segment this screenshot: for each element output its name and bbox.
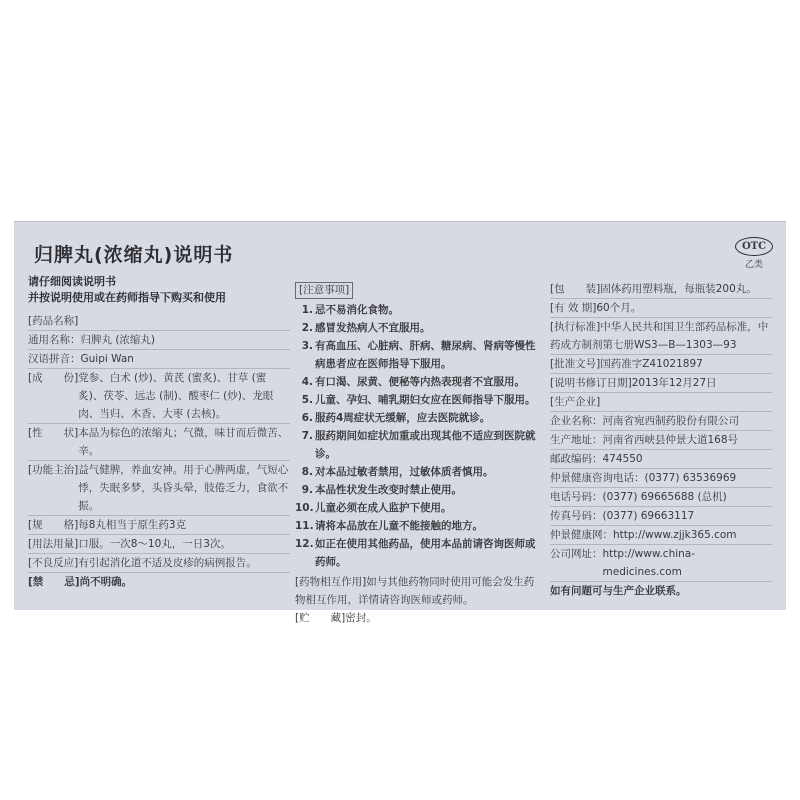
leaflet-sheet: [14, 221, 786, 624]
phone-row: [550, 488, 772, 507]
notice-line-2: 并按说明使用或在药师指导下购买和使用: [28, 291, 226, 304]
otc-mark: [734, 234, 774, 270]
properties-value: 本品为棕色的浓缩丸；气微，味甘而后微苦、辛。: [78, 427, 289, 457]
storage-label: [贮 藏]: [295, 612, 346, 624]
adverse-label: [不良反应]: [28, 557, 79, 569]
packaging-row: [550, 280, 772, 299]
standard-label: [执行标准]: [550, 321, 601, 333]
list-item: 7. 服药期间如症状加重或出现其他不适应到医院就诊。: [301, 430, 536, 460]
pinyin-row: [28, 350, 290, 369]
manufacturer-heading: [生产企业]: [550, 393, 772, 412]
revision-label: [说明书修订日期]: [550, 377, 632, 389]
address-row: [550, 431, 772, 450]
list-item: 3. 有高血压、心脏病、肝病、糖尿病、肾病等慢性病患者应在医师指导下服用。: [301, 340, 536, 370]
expiry-row: [550, 299, 772, 318]
contraindications-row: [28, 573, 290, 591]
hotline-label: 仲景健康咨询电话：: [550, 472, 645, 484]
common-name-row: [28, 331, 290, 350]
precautions-heading: [注意事项]: [295, 282, 353, 299]
list-item: 11. 请将本品放在儿童不能接触的地方。: [295, 520, 483, 532]
storage-row: [295, 609, 544, 627]
health-web-row: [550, 526, 772, 545]
fax-label: 传真号码：: [550, 510, 603, 522]
expiry-value: 60个月。: [596, 302, 642, 314]
phone-value: (0377) 69665688 (总机): [602, 491, 727, 503]
specification-row: [28, 516, 290, 535]
section-drug-name: [药品名称]: [28, 312, 290, 331]
packaging-value: 固体药用塑料瓶，每瓶装200丸。: [600, 283, 757, 295]
packaging-label: [包 装]: [550, 283, 601, 295]
standard-value: 中华人民共和国卫生部药品标准，中药成方制剂第七册WS3—B—1303—93: [550, 321, 769, 351]
indications-value: 益气健脾，养血安神。用于心脾两虚，气短心悸，失眠多梦，头昏头晕，肢倦乏力，食欲不振。: [78, 464, 289, 512]
specification-value: 每8丸相当于原生药3克: [78, 519, 187, 531]
list-item: 8. 对本品过敏者禁用，过敏体质者慎用。: [301, 466, 494, 478]
company-label: 企业名称：: [550, 415, 603, 427]
company-web-value: http://www.china-medicines.com: [602, 548, 696, 578]
document-title: 归脾丸(浓缩丸)说明书: [34, 244, 234, 266]
list-item: 5. 儿童、孕妇、哺乳期妇女应在医师指导下服用。: [301, 394, 536, 406]
interactions-row: [295, 573, 544, 609]
company-row: [550, 412, 772, 431]
column-left: [28, 274, 290, 591]
list-item: 6. 服药4周症状无缓解，应去医院就诊。: [301, 412, 491, 424]
indications-label: [功能主治]: [28, 464, 79, 476]
approval-row: [550, 355, 772, 374]
precautions-list: [295, 301, 544, 571]
list-item: 10. 儿童必须在成人监护下使用。: [295, 502, 452, 514]
indications-row: [28, 461, 290, 516]
dosage-value: 口服。一次8～10丸，一日3次。: [78, 538, 231, 550]
list-item: 2. 感冒发热病人不宜服用。: [301, 322, 431, 334]
common-name-label: 通用名称：: [28, 334, 81, 346]
standard-row: [550, 318, 772, 355]
notice-line-1: 请仔细阅读说明书: [28, 275, 116, 288]
expiry-label: [有 效 期]: [550, 302, 597, 314]
hotline-row: [550, 469, 772, 488]
adverse-row: [28, 554, 290, 573]
address-value: 河南省西峡县仲景大道168号: [602, 434, 739, 446]
column-right: [550, 280, 772, 600]
postcode-row: [550, 450, 772, 469]
ingredients-value: 党参、白术 (炒)、黄芪 (蜜炙)、甘草 (蜜炙)、茯苓、远志 (制)、酸枣仁 (炒)、龙眼肉、当归、木香、大枣 (去核)。: [78, 372, 274, 420]
company-value: 河南省宛西制药股份有限公司: [602, 415, 739, 427]
contraindications-label: [禁 忌]: [28, 576, 80, 588]
dosage-row: [28, 535, 290, 554]
dosage-label: [用法用量]: [28, 538, 79, 550]
specification-label: [规 格]: [28, 519, 79, 531]
address-label: 生产地址：: [550, 434, 603, 446]
otc-category: 乙类: [744, 260, 763, 270]
storage-value: 密封。: [345, 612, 377, 624]
postcode-label: 邮政编码：: [550, 453, 603, 465]
phone-label: 电话号码：: [550, 491, 603, 503]
list-item: 1. 忌不易消化食物。: [301, 304, 399, 316]
revision-value: 2013年12月27日: [631, 377, 717, 389]
pinyin-value: Guipi Wan: [80, 353, 134, 365]
ingredients-row: [28, 369, 290, 424]
fax-value: (0377) 69663117: [602, 510, 695, 522]
adverse-value: 有引起消化道不适及皮疹的病例报告。: [78, 557, 257, 569]
interactions-label: [药物相互作用]: [295, 576, 367, 588]
health-web-label: 仲景健康网：: [550, 529, 613, 541]
contact-footer: 如有问题可与生产企业联系。: [550, 585, 687, 597]
otc-badge: OTC: [735, 237, 773, 256]
ingredients-label: [成 份]: [28, 372, 79, 384]
health-web-value: http://www.zjjk365.com: [613, 529, 737, 541]
approval-label: [批准文号]: [550, 358, 601, 370]
list-item: 9. 本品性状发生改变时禁止使用。: [301, 484, 462, 496]
revision-row: [550, 374, 772, 393]
common-name-value: 归脾丸 (浓缩丸): [80, 334, 156, 346]
postcode-value: 474550: [602, 453, 643, 465]
properties-row: [28, 424, 290, 461]
interactions-value: 如与其他药物同时使用可能会发生药物相互作用，详情请咨询医师或药师。: [295, 576, 535, 606]
properties-label: [性 状]: [28, 427, 79, 439]
company-web-label: 公司网址：: [550, 548, 603, 560]
company-web-row: [550, 545, 772, 582]
list-item: 12. 如正在使用其他药品，使用本品前请咨询医师或药师。: [295, 538, 536, 568]
fax-row: [550, 507, 772, 526]
column-middle: [295, 280, 544, 627]
hotline-value: (0377) 63536969: [644, 472, 737, 484]
contraindications-value: 尚不明确。: [79, 576, 133, 588]
pinyin-label: 汉语拼音：: [28, 353, 81, 365]
list-item: 4. 有口渴、尿黄、便秘等内热表现者不宜服用。: [301, 376, 525, 388]
approval-value: 国药准字Z41021897: [600, 358, 703, 370]
